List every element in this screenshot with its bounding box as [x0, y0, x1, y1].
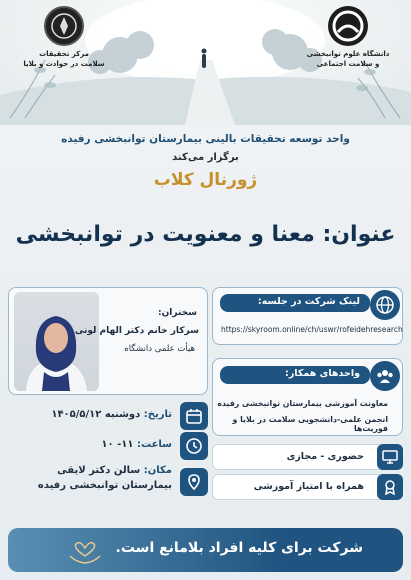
- university-name-line2: و سلامت اجتماعی: [316, 60, 380, 68]
- place-value-1: سالن دکتر لایقی: [57, 465, 141, 476]
- education-credit: همراه با امتیاز آموزشی: [253, 481, 364, 492]
- time-value: ۱۱- ۱۰: [101, 439, 134, 450]
- holds-text: برگزار می‌کند: [172, 152, 239, 163]
- time-row: [8, 432, 208, 460]
- time-label: ساعت:: [136, 439, 172, 450]
- speaker-role: هیأت علمی دانشگاه: [124, 344, 195, 354]
- date-value: دوشنبه ۱۴۰۵/۵/۱۲: [51, 409, 141, 420]
- place-row: [8, 462, 208, 502]
- research-center-name-line1: مرکز تحقیقات: [39, 50, 89, 58]
- cooperating-units-card: [212, 358, 403, 436]
- research-center-emblem-icon: [44, 6, 84, 46]
- cooperating-unit-1: معاونت آموزشی بیمارستان توانبخشی رفیده: [217, 399, 388, 408]
- speaker-card: [8, 287, 208, 395]
- speaker-name: سرکار خانم دکتر الهام لونی: [74, 326, 199, 336]
- clock-icon: [180, 432, 208, 460]
- university-name-line1: دانشگاه علوم توانبخشی: [306, 50, 390, 58]
- people-group-icon: [370, 361, 400, 391]
- organizer-text: واحد توسعه تحقیقات بالینی بیمارستان توانبخشی رفیده: [61, 133, 350, 145]
- event-type: ژورنال کلاب: [153, 170, 258, 190]
- speaker-photo: [14, 292, 99, 391]
- place-value-2: بیمارستان توانبخشی رفیده: [37, 480, 172, 491]
- footer-text: شرکت برای کلیه افراد بلامانع است.: [115, 540, 363, 556]
- calendar-icon: [180, 402, 208, 430]
- hero-illustration: [0, 0, 411, 125]
- credit-row: [212, 474, 403, 500]
- meeting-link-card: [212, 287, 403, 345]
- place-label: مکان:: [143, 465, 172, 476]
- date-row: [8, 402, 208, 430]
- location-pin-icon: [180, 468, 208, 496]
- cooperating-unit-2: انجمن علمی-دانشجویی سلامت در بلایا و فوریت‌ها: [232, 415, 388, 433]
- link-heading: لینک شرکت در جلسه:: [220, 294, 370, 312]
- cooperation-heading: واحدهای همکار:: [220, 366, 370, 384]
- attendance-mode: حضوری - مجازی: [286, 451, 364, 462]
- event-title: عنوان: معنا و معنویت در توانبخشی: [15, 222, 396, 247]
- research-center-name-line2: سلامت در حوادث و بلایا: [23, 60, 105, 68]
- university-logo: [303, 6, 393, 69]
- heart-hands-icon: [68, 534, 102, 566]
- footer-banner: [8, 528, 403, 572]
- meeting-link-url[interactable]: https://skyroom.online/ch/uswr/rofeidehresearch: [221, 325, 403, 334]
- attendance-mode-row: [212, 444, 403, 470]
- speaker-label: سخنران:: [158, 308, 197, 318]
- research-center-logo: [14, 6, 114, 69]
- monitor-icon: [377, 444, 403, 470]
- globe-icon: [370, 290, 400, 320]
- certificate-icon: [377, 474, 403, 500]
- date-label: تاریخ:: [143, 409, 172, 420]
- university-emblem-icon: [328, 6, 368, 46]
